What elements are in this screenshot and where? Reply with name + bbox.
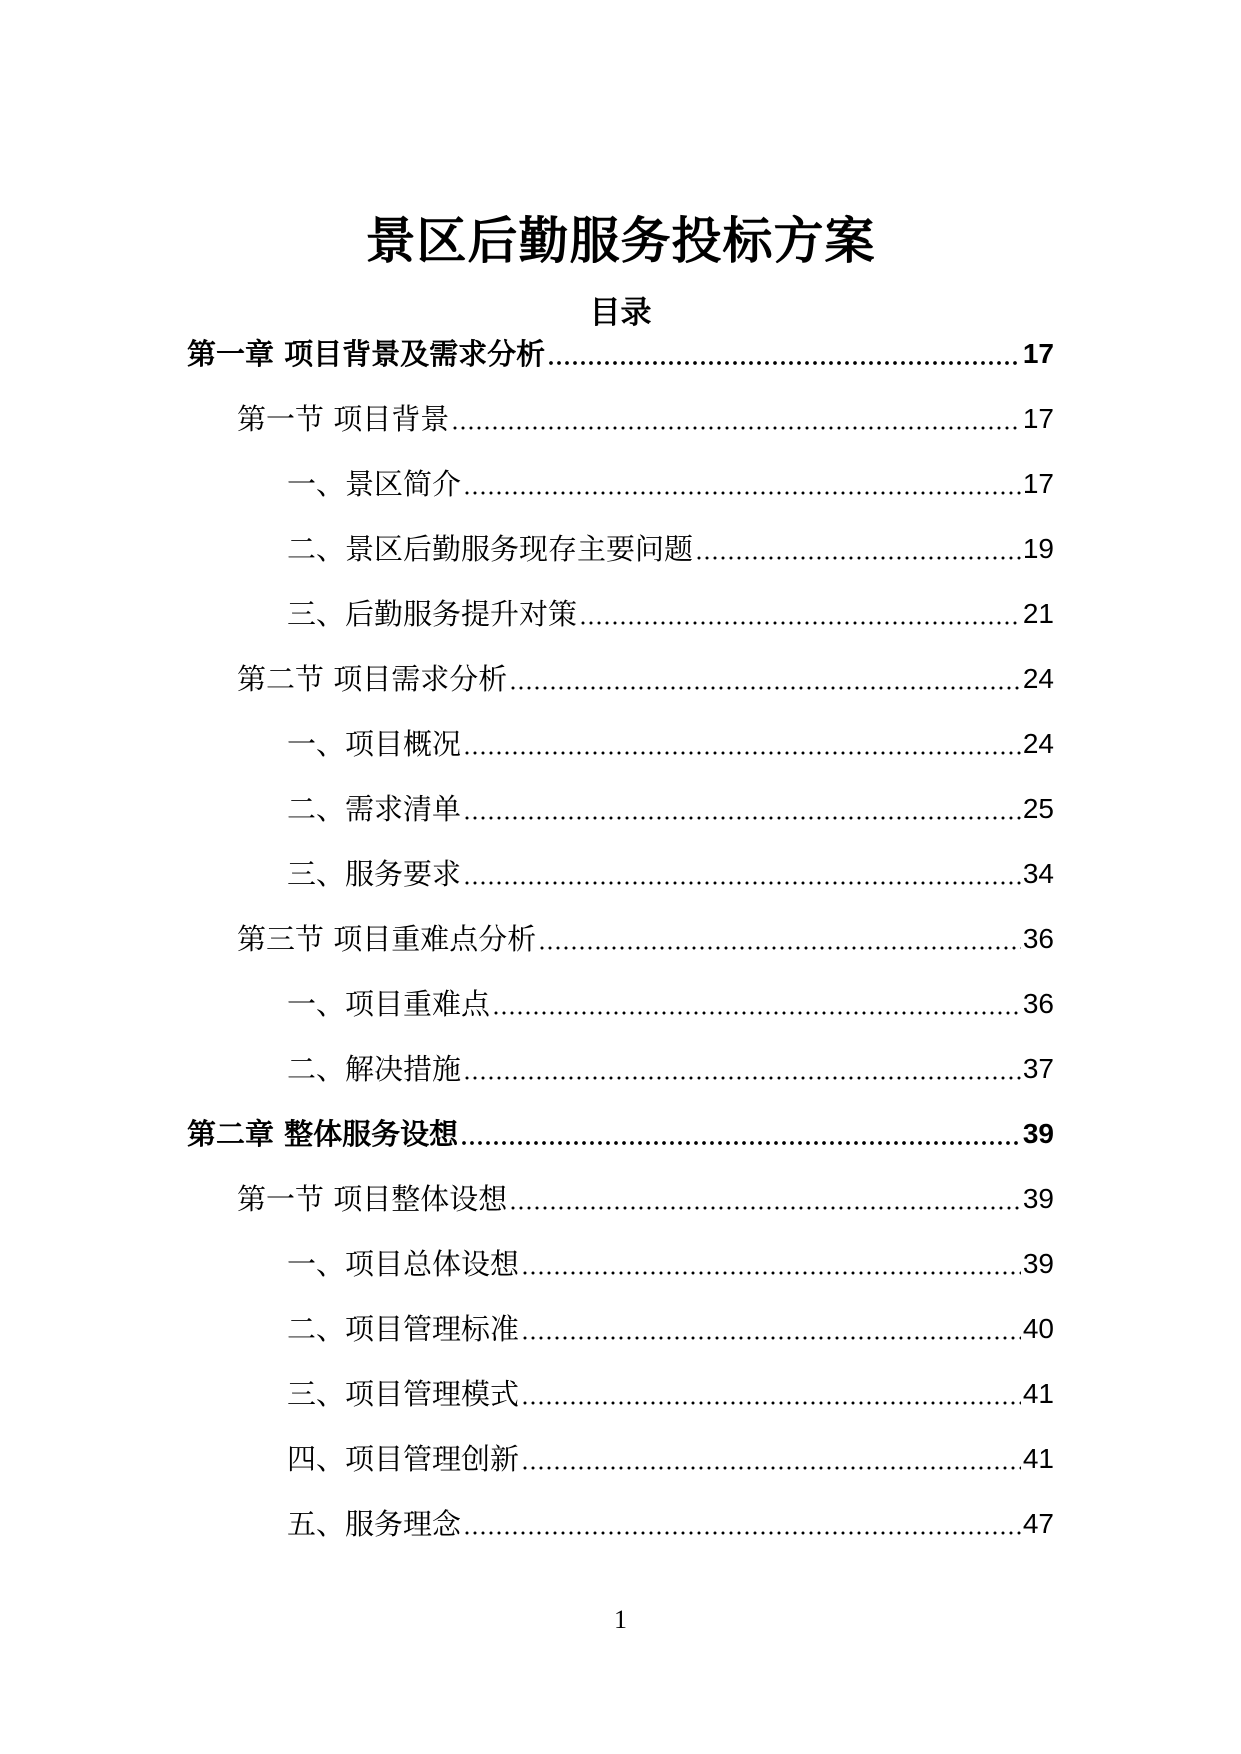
toc-dot-leader (460, 1141, 1021, 1145)
page-number: 1 (614, 1605, 627, 1634)
toc-entry-page-number: 21 (1022, 598, 1054, 629)
toc-entry-row[interactable] (287, 1039, 1054, 1089)
toc-entry-page-number: 37 (1022, 1053, 1054, 1084)
toc-entry-row[interactable] (287, 1364, 1054, 1414)
toc-dot-leader (521, 1401, 1021, 1405)
toc-entry-row[interactable] (287, 584, 1054, 634)
toc-dot-leader (547, 361, 1021, 365)
toc-entry-label: 第一节 项目整体设想 (237, 1182, 508, 1216)
toc-entry-level-3[interactable] (0, 974, 1241, 1039)
toc-dot-leader (451, 426, 1021, 430)
toc-entry-page-number: 36 (1022, 923, 1054, 954)
toc-entry-level-1[interactable] (0, 324, 1241, 389)
toc-entry-label: 五、服务理念 (287, 1507, 462, 1541)
toc-entry-row[interactable] (237, 389, 1054, 439)
toc-entry-row[interactable] (237, 909, 1054, 959)
toc-entry-label: 第二章 整体服务设想 (187, 1117, 459, 1151)
toc-dot-leader (509, 1206, 1021, 1210)
toc-entry-row[interactable] (237, 1169, 1054, 1219)
toc-entry-label: 一、项目总体设想 (287, 1247, 520, 1281)
toc-dot-leader (463, 491, 1021, 495)
toc-entry-label: 二、解决措施 (287, 1052, 462, 1086)
toc-entry-row[interactable] (187, 324, 1054, 374)
toc-entry-page-number: 40 (1022, 1313, 1054, 1344)
toc-entry-level-3[interactable] (0, 1364, 1241, 1429)
toc-entry-level-3[interactable] (0, 584, 1241, 649)
toc-entry-label: 三、项目管理模式 (287, 1377, 520, 1411)
toc-entry-label: 一、项目重难点 (287, 987, 491, 1021)
toc-entry-level-3[interactable] (0, 1429, 1241, 1494)
toc-dot-leader (463, 881, 1021, 885)
toc-dot-leader (509, 686, 1021, 690)
toc-entry-level-1[interactable] (0, 1104, 1241, 1169)
toc-heading: 目录 (589, 294, 652, 331)
toc-entry-level-2[interactable] (0, 909, 1241, 974)
toc-dot-leader (695, 556, 1021, 560)
toc-entry-page-number: 47 (1022, 1508, 1054, 1539)
toc-entry-page-number: 41 (1022, 1378, 1054, 1409)
toc-dot-leader (492, 1011, 1021, 1015)
toc-entry-row[interactable] (287, 844, 1054, 894)
toc-entry-level-2[interactable] (0, 389, 1241, 454)
toc-entry-page-number: 39 (1022, 1248, 1054, 1279)
toc-entry-row[interactable] (287, 454, 1054, 504)
toc-entry-row[interactable] (187, 1104, 1054, 1154)
toc-entry-page-number: 25 (1022, 793, 1054, 824)
toc-entry-page-number: 39 (1022, 1118, 1054, 1149)
toc-entry-label: 二、需求清单 (287, 792, 462, 826)
toc-entry-page-number: 24 (1022, 728, 1054, 759)
toc-entry-level-3[interactable] (0, 1039, 1241, 1104)
toc-entry-label: 第三节 项目重难点分析 (237, 922, 537, 956)
toc-entry-level-3[interactable] (0, 519, 1241, 584)
toc-entry-label: 一、景区简介 (287, 467, 462, 501)
toc-entry-row[interactable] (287, 714, 1054, 764)
toc-dot-leader (521, 1271, 1021, 1275)
toc-entry-row[interactable] (287, 1299, 1054, 1349)
toc-dot-leader (463, 1531, 1021, 1535)
toc-entry-level-2[interactable] (0, 1169, 1241, 1234)
toc-entry-label: 第一节 项目背景 (237, 402, 450, 436)
toc-entry-level-3[interactable] (0, 1494, 1241, 1559)
document-title: 景区后勤服务投标方案 (365, 211, 876, 270)
toc-dot-leader (463, 1076, 1021, 1080)
toc-dot-leader (463, 751, 1021, 755)
toc-dot-leader (521, 1466, 1021, 1470)
toc-entry-level-3[interactable] (0, 844, 1241, 909)
toc-entry-page-number: 34 (1022, 858, 1054, 889)
toc-entry-label: 二、景区后勤服务现存主要问题 (287, 532, 694, 566)
toc-entry-label: 二、项目管理标准 (287, 1312, 520, 1346)
toc-entry-level-3[interactable] (0, 779, 1241, 844)
toc-entry-page-number: 17 (1022, 403, 1054, 434)
toc-dot-leader (538, 946, 1021, 950)
toc-entry-label: 一、项目概况 (287, 727, 462, 761)
toc-entry-row[interactable] (287, 1494, 1054, 1544)
toc-entry-page-number: 17 (1022, 468, 1054, 499)
toc-entry-row[interactable] (287, 1234, 1054, 1284)
toc-entry-label: 三、服务要求 (287, 857, 462, 891)
toc-entry-page-number: 39 (1022, 1183, 1054, 1214)
toc-entry-label: 第二节 项目需求分析 (237, 662, 508, 696)
toc-entry-row[interactable] (287, 1429, 1054, 1479)
table-of-contents (0, 324, 1241, 1559)
toc-entry-level-3[interactable] (0, 1234, 1241, 1299)
toc-dot-leader (463, 816, 1021, 820)
toc-dot-leader (579, 621, 1021, 625)
toc-entry-row[interactable] (287, 779, 1054, 829)
toc-entry-row[interactable] (287, 519, 1054, 569)
toc-entry-level-2[interactable] (0, 649, 1241, 714)
toc-entry-page-number: 36 (1022, 988, 1054, 1019)
toc-entry-level-3[interactable] (0, 714, 1241, 779)
toc-dot-leader (521, 1336, 1021, 1340)
toc-entry-page-number: 19 (1022, 533, 1054, 564)
toc-entry-page-number: 41 (1022, 1443, 1054, 1474)
toc-entry-row[interactable] (237, 649, 1054, 699)
toc-entry-page-number: 24 (1022, 663, 1054, 694)
toc-entry-label: 四、项目管理创新 (287, 1442, 520, 1476)
toc-entry-page-number: 17 (1022, 338, 1054, 369)
toc-entry-row[interactable] (287, 974, 1054, 1024)
toc-entry-level-3[interactable] (0, 454, 1241, 519)
toc-entry-level-3[interactable] (0, 1299, 1241, 1364)
toc-entry-label: 三、后勤服务提升对策 (287, 597, 578, 631)
toc-entry-label: 第一章 项目背景及需求分析 (187, 337, 546, 371)
